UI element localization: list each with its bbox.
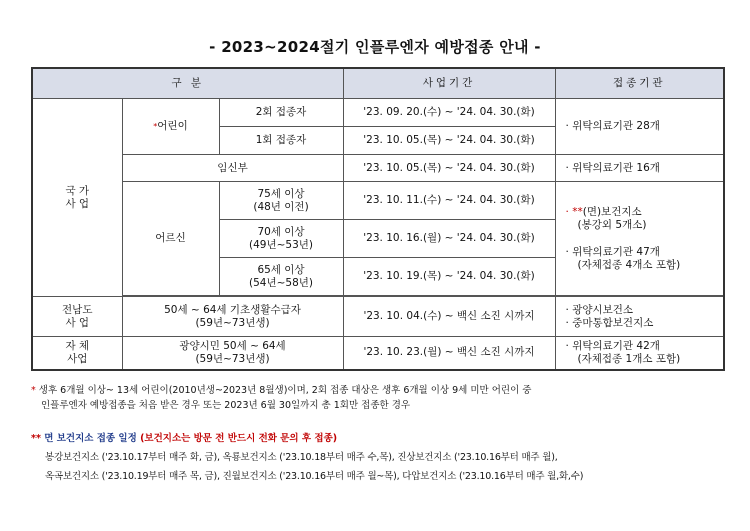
local-inst-1: · 위탁의료기관 42개: [565, 339, 660, 352]
vaccination-table: [31, 67, 725, 371]
table-row: [32, 99, 724, 127]
schedule-star: **: [31, 433, 41, 444]
footnote-children: [31, 383, 731, 398]
schedule-warning: (보건지소는 방문 전 반드시 전화 문의 후 접종): [140, 433, 338, 444]
children-institution: · 위탁의료기관 28개: [555, 99, 724, 155]
local-program-label: 자 체 사업: [32, 337, 122, 370]
period-children-1: '23. 10. 05.(목) ~ '24. 04. 30.(화): [343, 127, 555, 155]
local-inst-2: (자체접종 1개소 포함): [577, 352, 681, 365]
dose-1: 1회 접종자: [219, 127, 343, 155]
local-institution: [555, 337, 724, 370]
period-elderly-65: '23. 10. 19.(목) ~ '24. 04. 30.(화): [343, 258, 555, 296]
table-row: [32, 155, 724, 182]
header-period: 사업기간: [343, 68, 555, 99]
page-title: - 2023~2024절기 인플루엔자 예방접종 안내 -: [209, 38, 541, 56]
schedule-line-2: 옥곡보건지소 ('23.10.19부터 매주 목, 금), 진월보건지소 ('23.10.16부터 매주 월~목), 다압보건지소 ('23.10.16부터 매주 월,화,수): [45, 471, 584, 482]
period-pregnant: '23. 10. 05.(목) ~ '24. 04. 30.(화): [343, 155, 555, 182]
period-province: '23. 10. 04.(수) ~ 백신 소진 시까지: [343, 297, 555, 337]
table-row: [32, 297, 724, 337]
header-institution: 접종기관: [555, 68, 724, 99]
header-category: 구 분: [32, 68, 343, 99]
schedule-heading: [31, 431, 731, 446]
age-70: 70세 이상 (49년~53년): [219, 220, 343, 258]
period-elderly-75: '23. 10. 11.(수) ~ '24. 04. 30.(화): [343, 182, 555, 220]
pregnant-label: 임신부: [122, 155, 343, 182]
national-program-label: 국 가 사 업: [32, 99, 122, 297]
elderly-inst-2b: (자체접종 4개소 포함): [577, 258, 681, 271]
period-elderly-70: '23. 10. 16.(월) ~ '24. 04. 30.(화): [343, 220, 555, 258]
elderly-inst-2: · 위탁의료기관 47개: [565, 245, 660, 258]
dose-2: 2회 접종자: [219, 99, 343, 127]
footnote-line-1: 생후 6개월 이상~ 13세 어린이(2010년생~2023년 8월생)이며, 2회 접종 대상은 생후 6개월 이상 9세 미만 어린이 중: [38, 385, 532, 396]
local-target: 광양시민 50세 ~ 64세 (59년~73년생): [122, 337, 343, 370]
table-row: [32, 337, 724, 370]
footnotes: [31, 383, 731, 484]
asterisk-marker: *: [153, 122, 158, 131]
table-row: [32, 182, 724, 220]
province-target: 50세 ~ 64세 기초생활수급자 (59년~73년생): [122, 297, 343, 337]
elderly-label: 어르신: [122, 182, 219, 296]
province-program-label: 전남도 사 업: [32, 297, 122, 337]
children-label: 어린이: [157, 120, 188, 132]
elderly-inst-1: (면)보건지소: [582, 205, 642, 218]
period-local: '23. 10. 23.(월) ~ 백신 소진 시까지: [343, 337, 555, 370]
age-65: 65세 이상 (54년~58년): [219, 258, 343, 296]
schedule-title: 면 보건지소 접종 일정: [44, 433, 137, 444]
age-75: 75세 이상 (48년 이전): [219, 182, 343, 220]
elderly-inst-1b: (봉강외 5개소): [577, 218, 647, 231]
footnote-star: *: [31, 385, 36, 396]
double-asterisk: · **: [565, 205, 583, 218]
pregnant-institution: · 위탁의료기관 16개: [555, 155, 724, 182]
schedule-line-1: 봉강보건지소 ('23.10.17부터 매주 화, 금), 옥룡보건지소 ('23.10.18부터 매주 수,목), 진상보건지소 ('23.10.16부터 매주 월),: [45, 452, 558, 463]
province-institution: [555, 297, 724, 337]
province-inst-2: · 중마통합보건지소: [565, 316, 654, 329]
province-inst-1: · 광양시보건소: [565, 303, 634, 316]
table-header-row: [32, 68, 724, 99]
elderly-institution: [555, 182, 724, 296]
children-label-cell: [122, 99, 219, 155]
footnote-line-2: 인플루엔자 예방접종을 처음 받은 경우 또는 2023년 6월 30일까지 총 1회만 접종한 경우: [41, 400, 411, 411]
period-children-2: '23. 09. 20.(수) ~ '24. 04. 30.(화): [343, 99, 555, 127]
